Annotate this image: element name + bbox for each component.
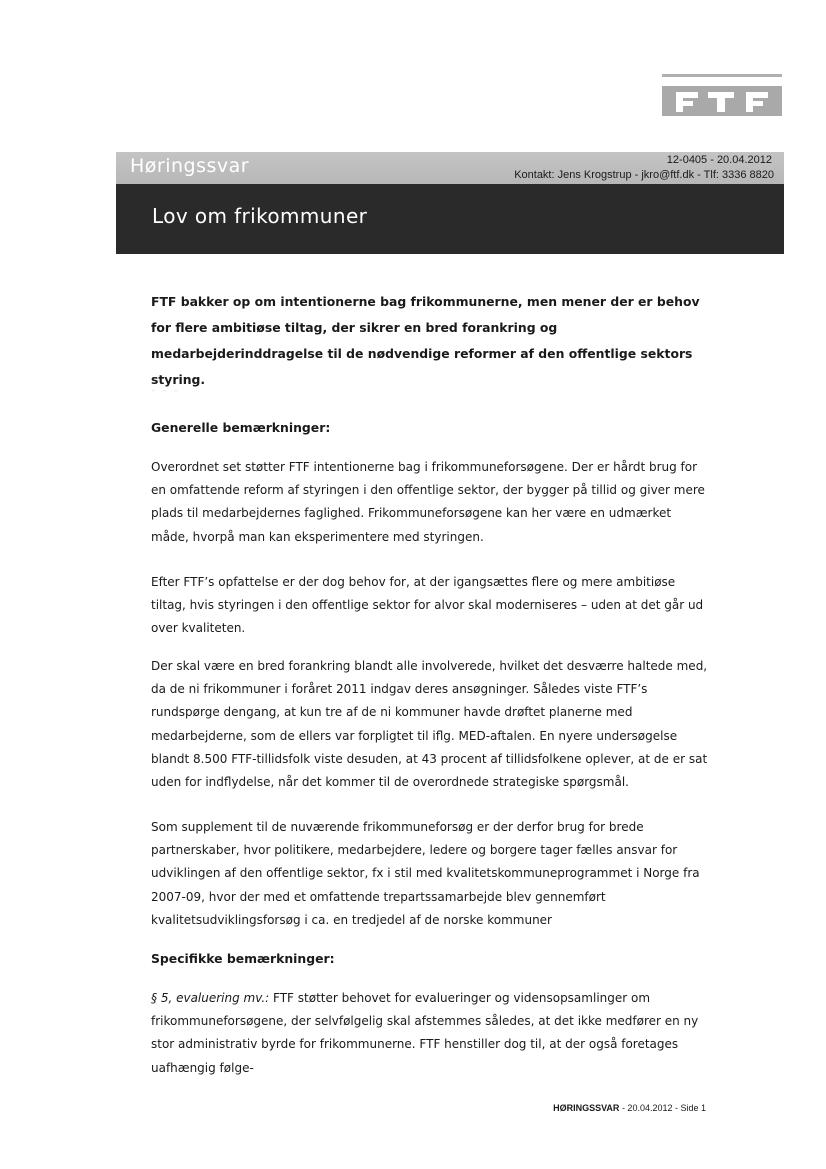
separator: – – – bbox=[151, 386, 181, 396]
document-type-label: Høringssvar bbox=[130, 155, 250, 177]
paragraph-5 bbox=[151, 987, 711, 1080]
footer-label: HØRINGSSVAR bbox=[553, 1103, 620, 1113]
page-footer bbox=[553, 1103, 706, 1113]
paragraph-1: Overordnet set støtter FTF intentionerne bag i frikommuneforsøgene. Der er hårdt brug for en omfattende reform af styringen i den offentlige sektor, der bygger på tillid og giver mere plads til medarbejdernes faglighed. Frikommuneforsøgene kan her være en udmærket måde, hvorpå man kan eksperimentere med styringen. bbox=[151, 460, 705, 544]
paragraph-4: Som supplement til de nuværende frikommuneforsøg er der derfor brug for brede partnerskaber, hvor politikere, medarbejdere, ledere og borgere tager fælles ansvar for udviklingen af den offentlige sektor, fx i stil med kvalitetskommuneprogrammet i Norge fra 2007-09, hvor der med et omfattende trepartssamarbejde blev gennemført kvalitetsudviklingsforsøg i ca. en tredjedel af de norske kommuner bbox=[151, 820, 700, 927]
lead-paragraph: FTF bakker op om intentionerne bag frikommunerne, men mener der er behov for flere ambitiøse tiltag, der sikrer en bred forankring og medarbejderinddragelse til de nødvendige reformer af den offentlige sektors styring. bbox=[151, 294, 700, 387]
header-band bbox=[116, 152, 784, 184]
general-heading: Generelle bemærkninger: bbox=[151, 420, 331, 435]
specific-heading: Specifikke bemærkninger: bbox=[151, 951, 335, 966]
document-title: Lov om frikommuner bbox=[152, 204, 368, 228]
title-band bbox=[116, 184, 784, 254]
ftf-logo bbox=[662, 74, 782, 116]
footer-info: - 20.04.2012 - Side 1 bbox=[619, 1103, 706, 1113]
paragraph-5-label: § 5, evaluering mv.: bbox=[151, 991, 270, 1005]
document-date: 12-0405 - 20.04.2012 bbox=[666, 154, 772, 166]
paragraph-5-text: FTF støtter behovet for evalueringer og vidensopsamlinger om frikommuneforsøgene, der selvfølgelig skal afstemmes således, at det ikke medfører en ny stor administrativ byrde for frikommunerne. FTF henstiller dog til, at der også foretages uafhængig følge- bbox=[151, 991, 699, 1075]
paragraph-3: Der skal være en bred forankring blandt alle involverede, hvilket det desværre haltede med, da de ni frikommuner i foråret 2011 indgav deres ansøgninger. Således viste FTF’s rundspørge dengang, at kun tre af de ni kommuner havde drøftet planerne med medarbejderne, som de ellers var forpligtet til iflg. MED-aftalen. En nyere undersøgelse blandt 8.500 FTF-tillidsfolk viste desuden, at 43 procent af tillidsfolkene oplever, at de er sat uden for indflydelse, når det kommer til de overordnede strategiske spørgsmål. bbox=[151, 659, 708, 790]
contact-line: Kontakt: Jens Krogstrup - jkro@ftf.dk - Tlf: 3336 8820 bbox=[514, 169, 774, 181]
paragraph-2: Efter FTF’s opfattelse er der dog behov for, at der igangsættes flere og mere ambitiøse tiltag, hvis styringen i den offentlige sektor for alvor skal moderniseres – uden at det går ud over kvaliteten. bbox=[151, 575, 704, 636]
ftf-logo-mark bbox=[662, 74, 782, 116]
